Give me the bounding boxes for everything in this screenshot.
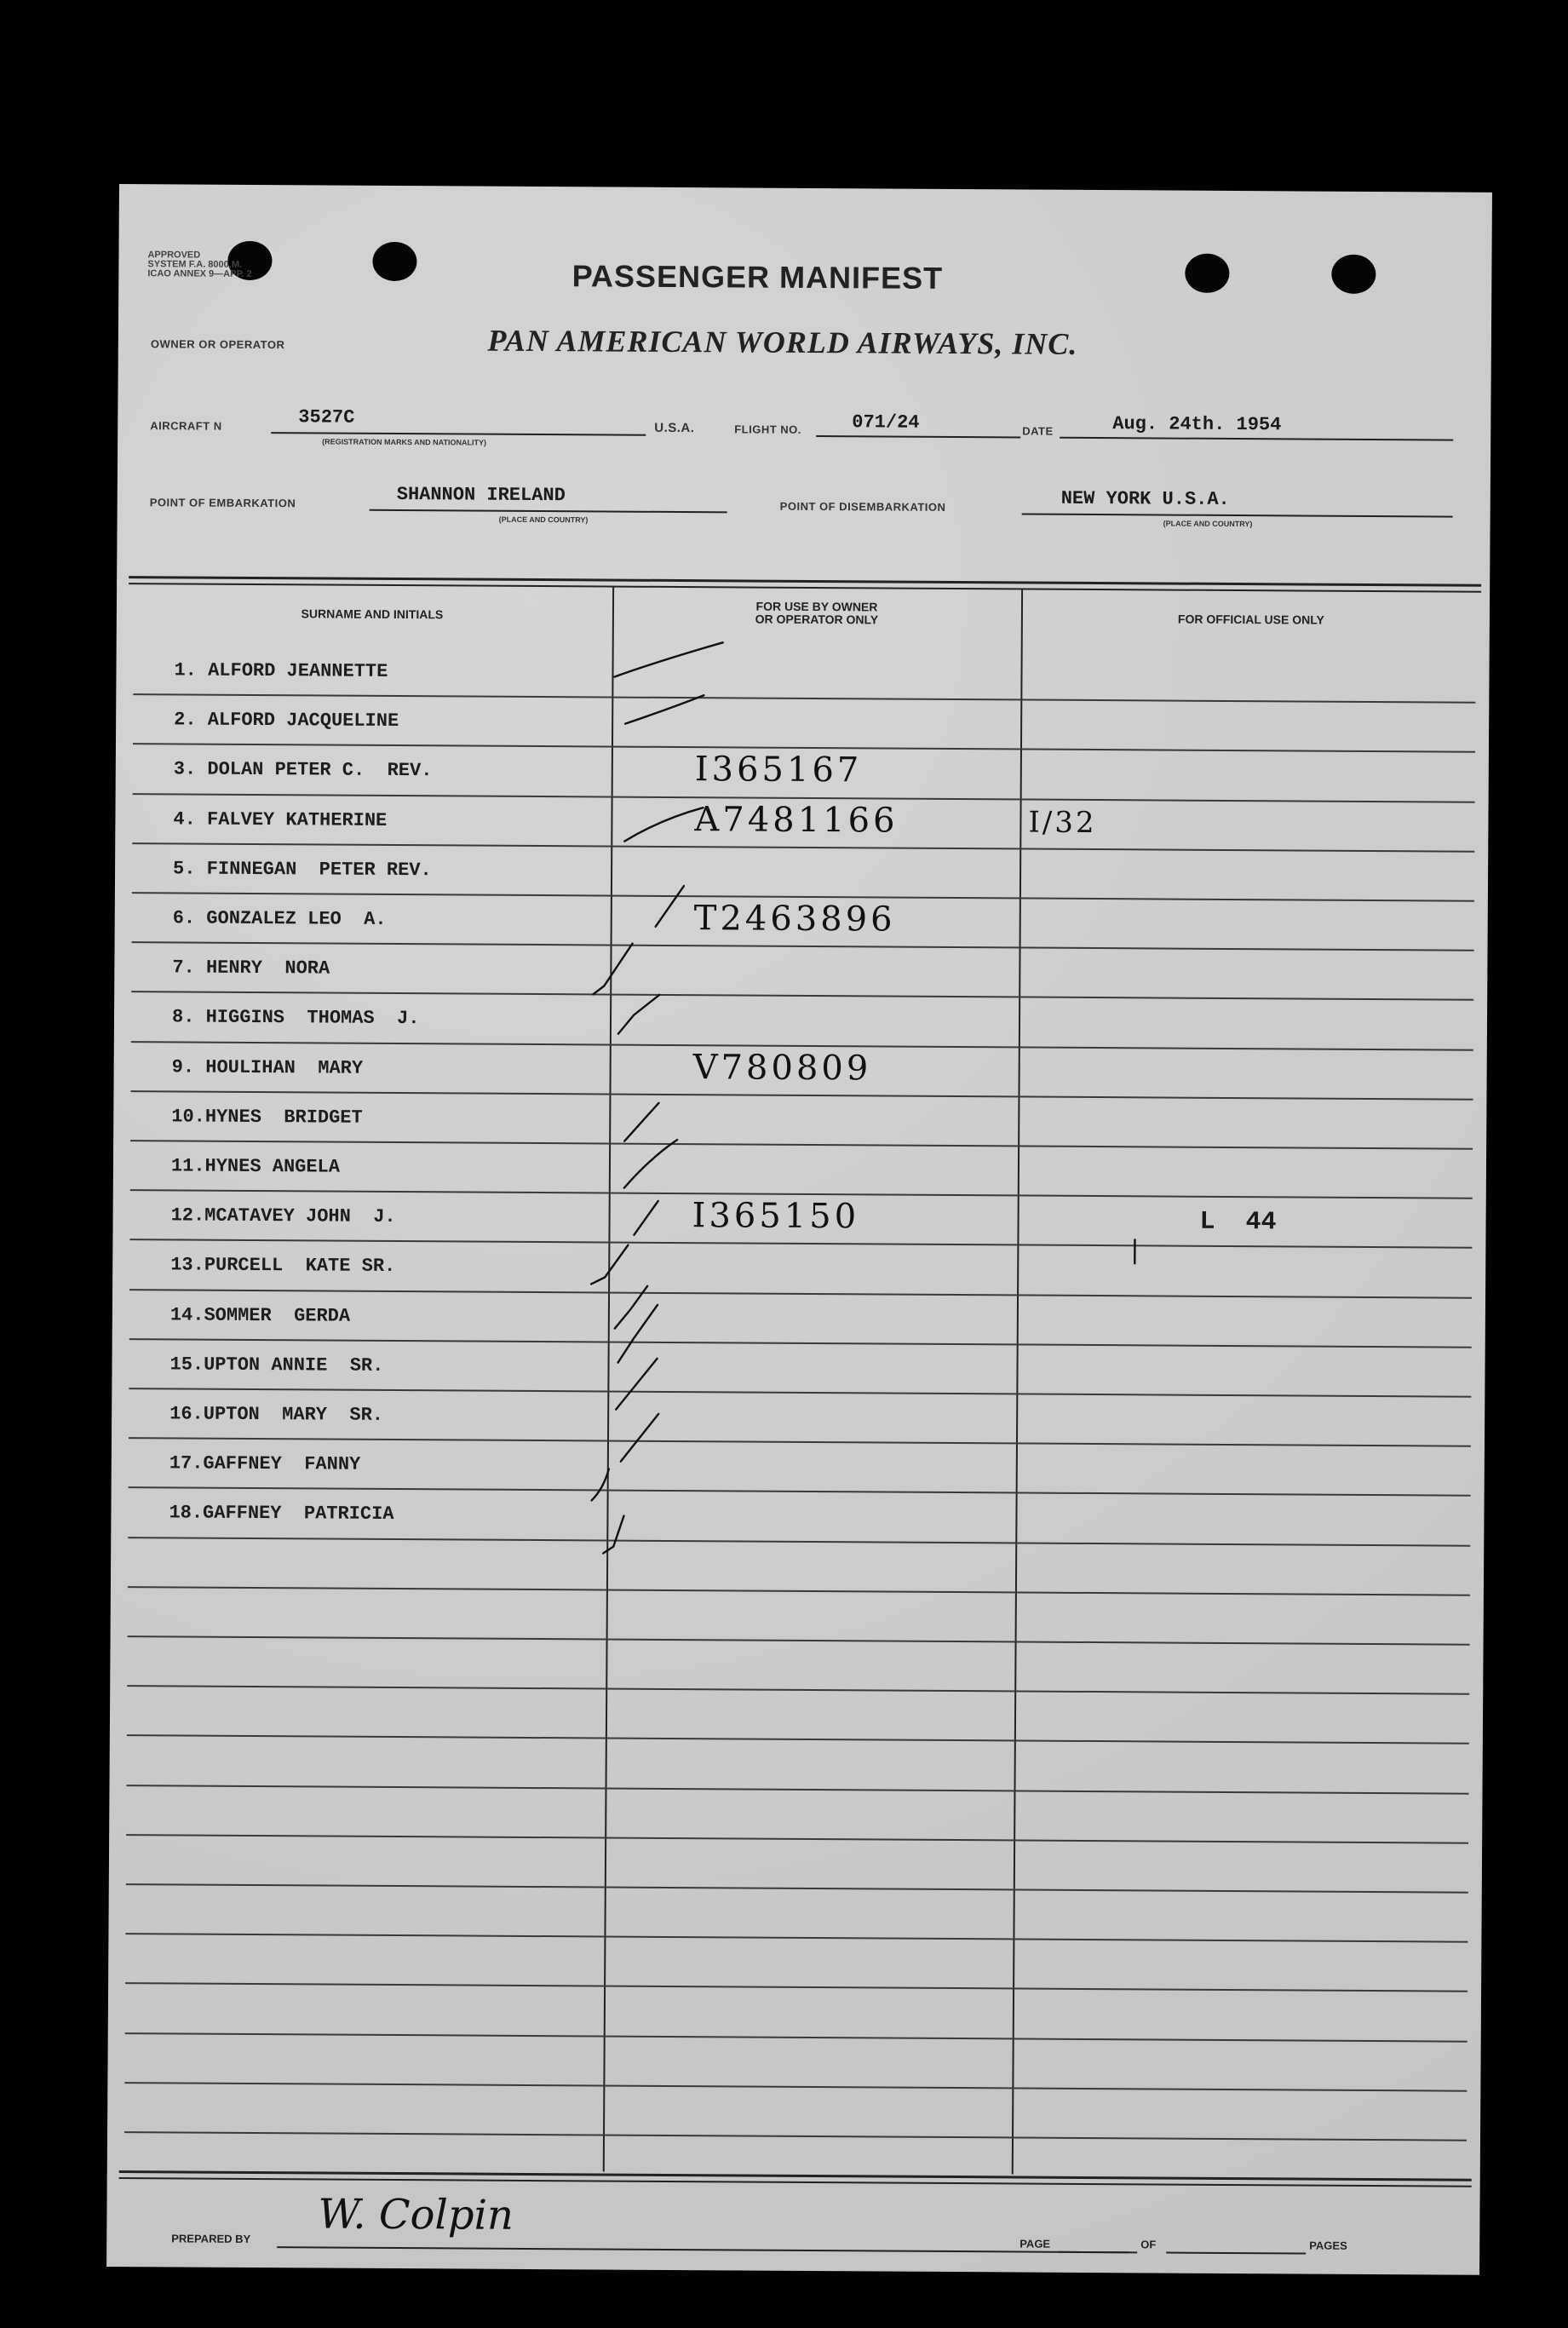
official-note: I/32 bbox=[1028, 805, 1097, 840]
passenger-name: 16.UPTON MARY SR. bbox=[169, 1403, 384, 1426]
passenger-name: 8. HIGGINS THOMAS J. bbox=[171, 1006, 420, 1030]
passenger-name: 2. ALFORD JACQUELINE bbox=[174, 709, 399, 733]
embarkation-label: POINT OF EMBARKATION bbox=[149, 496, 296, 510]
passenger-name: 10.HYNES BRIDGET bbox=[171, 1106, 363, 1129]
airline-name: PAN AMERICAN WORLD AIRWAYS, INC. bbox=[487, 323, 1078, 361]
operator-note: T2463896 bbox=[693, 899, 896, 940]
passenger-name: 9. HOULIHAN MARY bbox=[171, 1055, 364, 1079]
check-mark bbox=[614, 642, 722, 678]
check-mark bbox=[656, 886, 684, 927]
check-mark bbox=[625, 695, 704, 725]
page-title: PASSENGER MANIFEST bbox=[571, 258, 944, 296]
passenger-name: 7. HENRY NORA bbox=[172, 957, 330, 980]
passenger-name: 3. DOLAN PETER C. REV. bbox=[173, 758, 433, 782]
disembarkation-label: POINT OF DISEMBARKATION bbox=[779, 499, 946, 514]
check-mark bbox=[592, 1469, 609, 1500]
check-mark bbox=[591, 1244, 628, 1284]
flight-label: FLIGHT NO. bbox=[734, 422, 801, 436]
owner-label: OWNER OR OPERATOR bbox=[150, 337, 285, 352]
approval-line: SYSTEM F.A. 8000.M. bbox=[147, 259, 243, 270]
operator-note: I365150 bbox=[692, 1196, 860, 1237]
operator-note: I365167 bbox=[694, 750, 863, 790]
usa-label: U.S.A. bbox=[654, 420, 695, 436]
passenger-name: 11.HYNES ANGELA bbox=[170, 1155, 341, 1178]
aircraft-label: AIRCRAFT N bbox=[150, 419, 222, 433]
column-header-official: FOR OFFICIAL USE ONLY bbox=[1177, 612, 1324, 627]
prepared-by-label: PREPARED BY bbox=[171, 2232, 251, 2245]
disembarkation-value: NEW YORK U.S.A. bbox=[1060, 487, 1230, 510]
operator-note: V780809 bbox=[692, 1047, 872, 1089]
check-mark bbox=[603, 1516, 623, 1554]
passenger-name: 15.UPTON ANNIE SR. bbox=[169, 1354, 384, 1377]
passenger-name: 14.SOMMER GERDA bbox=[169, 1303, 351, 1327]
check-mark bbox=[634, 1201, 658, 1235]
pages-label: PAGES bbox=[1309, 2239, 1347, 2252]
manifest-sheet bbox=[106, 184, 1492, 2275]
page-label: PAGE bbox=[1019, 2237, 1051, 2250]
column-header-operator-line: FOR USE BY OWNER bbox=[755, 599, 878, 614]
check-mark bbox=[616, 1359, 657, 1410]
flight-value: 071/24 bbox=[852, 411, 920, 434]
column-header-name: SURNAME AND INITIALS bbox=[301, 606, 444, 622]
passenger-name: 13.PURCELL KATE SR. bbox=[170, 1254, 396, 1278]
check-mark bbox=[615, 1286, 647, 1329]
passenger-name: 4. FALVEY KATHERINE bbox=[173, 808, 388, 831]
embarkation-value: SHANNON IRELAND bbox=[396, 483, 566, 507]
of-label: OF bbox=[1140, 2238, 1157, 2251]
check-mark bbox=[624, 808, 703, 842]
check-mark bbox=[624, 1103, 658, 1141]
date-value: Aug. 24th. 1954 bbox=[1112, 413, 1282, 436]
check-mark bbox=[593, 943, 632, 994]
passenger-name: 1. ALFORD JEANNETTE bbox=[174, 659, 388, 682]
check-mark bbox=[618, 1305, 658, 1363]
operator-check-marks bbox=[106, 184, 1492, 2275]
column-header-operator-line: OR OPERATOR ONLY bbox=[755, 612, 879, 627]
preparer-signature: W. Colpin bbox=[318, 2190, 514, 2239]
check-mark bbox=[621, 1414, 658, 1462]
passenger-name: 6. GONZALEZ LEO A. bbox=[172, 907, 387, 930]
aircraft-value: 3527C bbox=[298, 406, 355, 428]
registration-note: (REGISTRATION MARKS AND NATIONALITY) bbox=[322, 437, 487, 447]
passenger-name: 5. FINNEGAN PETER REV. bbox=[173, 858, 432, 882]
approval-line: APPROVED bbox=[147, 250, 201, 261]
date-label: DATE bbox=[1022, 424, 1054, 438]
passenger-name: 12.MCATAVEY JOHN J. bbox=[170, 1204, 396, 1228]
approval-line: ICAO ANNEX 9—APP. 2 bbox=[147, 268, 252, 279]
passenger-name: 18.GAFFNEY PATRICIA bbox=[169, 1502, 394, 1526]
check-mark bbox=[624, 1140, 677, 1188]
passenger-name: 17.GAFFNEY FANNY bbox=[169, 1452, 361, 1475]
official-note: L 44 bbox=[1199, 1207, 1277, 1238]
disembarkation-note: (PLACE AND COUNTRY) bbox=[1163, 519, 1253, 529]
operator-note: A7481166 bbox=[694, 799, 899, 841]
check-mark bbox=[618, 995, 659, 1034]
embarkation-note: (PLACE AND COUNTRY) bbox=[498, 514, 589, 525]
